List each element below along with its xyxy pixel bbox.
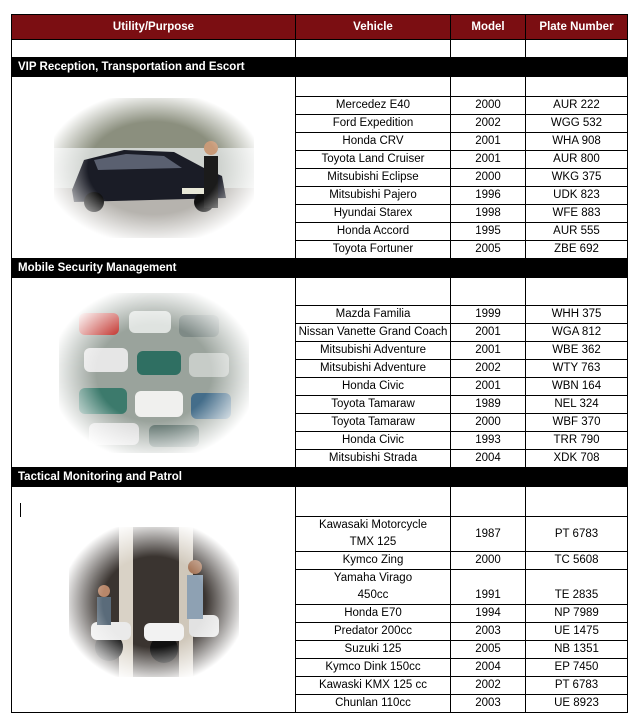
vehicle-cell: Kymco Zing [296, 552, 451, 570]
section-header-vip [12, 58, 628, 77]
vehicle-cell: Honda Civic [296, 432, 451, 450]
vehicle-cell: Honda Accord [296, 223, 451, 241]
model-cell: 2002 [451, 677, 526, 695]
section-title: Mobile Security Management [12, 259, 628, 278]
fleet-table [11, 14, 628, 713]
spacer-row [12, 77, 628, 97]
blank-cell [451, 487, 526, 517]
model-cell: 1989 [451, 396, 526, 414]
vehicle-cell: Mercedez E40 [296, 97, 451, 115]
vehicle-cell: Mitsubishi Adventure [296, 342, 451, 360]
model-cell: 2001 [451, 133, 526, 151]
spacer-row [12, 487, 628, 517]
sedan-photo [54, 98, 254, 238]
model-cell: 2000 [451, 414, 526, 432]
patrol-photo [12, 487, 296, 713]
blank-cell [526, 487, 628, 517]
vehicle-cell: Toyota Tamaraw [296, 396, 451, 414]
vehicle-cell: Yamaha Virago 450cc [296, 570, 451, 605]
blank-cell [526, 40, 628, 58]
plate-cell: TE 2835 [526, 570, 628, 605]
model-cell: 2004 [451, 450, 526, 468]
section-title: Tactical Monitoring and Patrol [12, 468, 628, 487]
model-cell: 2003 [451, 695, 526, 713]
vehicle-cell: Mitsubishi Eclipse [296, 169, 451, 187]
vehicle-cell: Mitsubishi Pajero [296, 187, 451, 205]
section-header-tactical [12, 468, 628, 487]
vehicle-cell: Honda E70 [296, 605, 451, 623]
plate-cell: WGG 532 [526, 115, 628, 133]
model-cell: 2001 [451, 378, 526, 396]
model-cell: 2001 [451, 324, 526, 342]
plate-cell: NP 7989 [526, 605, 628, 623]
vehicle-cell: Chunlan 110cc [296, 695, 451, 713]
vehicle-cell: Kawasaki Motorcycle TMX 125 [296, 517, 451, 552]
blank-cell [526, 77, 628, 97]
blank-cell [451, 77, 526, 97]
cars-photo [59, 293, 249, 453]
model-cell: 1991 [451, 570, 526, 605]
model-cell: 2001 [451, 151, 526, 169]
vehicle-cell: Toyota Tamaraw [296, 414, 451, 432]
plate-cell: EP 7450 [526, 659, 628, 677]
plate-cell: TRR 790 [526, 432, 628, 450]
model-cell: 2005 [451, 641, 526, 659]
blank-cell [296, 77, 451, 97]
plate-cell: PT 6783 [526, 517, 628, 552]
plate-cell: UE 8923 [526, 695, 628, 713]
blank-cell [296, 40, 451, 58]
header-vehicle: Vehicle [296, 15, 451, 40]
model-cell: 2000 [451, 169, 526, 187]
plate-cell: WGA 812 [526, 324, 628, 342]
plate-cell: ZBE 692 [526, 241, 628, 259]
plate-cell: WBN 164 [526, 378, 628, 396]
model-cell: 2000 [451, 97, 526, 115]
motorcycles-photo [69, 527, 239, 677]
vehicle-cell: Mitsubishi Strada [296, 450, 451, 468]
vehicle-cell: Toyota Land Cruiser [296, 151, 451, 169]
blank-cell [296, 278, 451, 306]
spacer-row [12, 40, 628, 58]
vip-car-photo [12, 77, 296, 259]
vehicle-cell: Nissan Vanette Grand Coach [296, 324, 451, 342]
vehicle-cell: Mitsubishi Adventure [296, 360, 451, 378]
plate-cell: UE 1475 [526, 623, 628, 641]
vehicle-cell: Honda Civic [296, 378, 451, 396]
vehicle-cell: Ford Expedition [296, 115, 451, 133]
model-cell: 2004 [451, 659, 526, 677]
plate-cell: XDK 708 [526, 450, 628, 468]
spacer-row [12, 278, 628, 306]
section-header-mobile-security [12, 259, 628, 278]
model-cell: 1998 [451, 205, 526, 223]
vehicle-cell: Suzuki 125 [296, 641, 451, 659]
plate-cell: AUR 800 [526, 151, 628, 169]
vehicle-cell: Predator 200cc [296, 623, 451, 641]
model-cell: 1994 [451, 605, 526, 623]
plate-cell: TC 5608 [526, 552, 628, 570]
header-row [12, 15, 628, 40]
header-model: Model [451, 15, 526, 40]
blank-cell [12, 40, 296, 58]
vehicle-cell: Mazda Familia [296, 306, 451, 324]
plate-cell: AUR 222 [526, 97, 628, 115]
parking-lot-photo [12, 278, 296, 468]
model-cell: 1996 [451, 187, 526, 205]
section-title: VIP Reception, Transportation and Escort [12, 58, 628, 77]
vehicle-cell: Kymco Dink 150cc [296, 659, 451, 677]
model-cell: 1993 [451, 432, 526, 450]
text-cursor [20, 503, 21, 517]
plate-cell: WHA 908 [526, 133, 628, 151]
plate-cell: AUR 555 [526, 223, 628, 241]
blank-cell [451, 40, 526, 58]
model-cell: 2001 [451, 342, 526, 360]
blank-cell [296, 487, 451, 517]
model-cell: 1999 [451, 306, 526, 324]
plate-cell: NEL 324 [526, 396, 628, 414]
plate-cell: PT 6783 [526, 677, 628, 695]
model-cell: 1995 [451, 223, 526, 241]
header-purpose: Utility/Purpose [12, 15, 296, 40]
vehicle-cell: Toyota Fortuner [296, 241, 451, 259]
plate-cell: WFE 883 [526, 205, 628, 223]
model-cell: 2005 [451, 241, 526, 259]
plate-cell: WBE 362 [526, 342, 628, 360]
model-cell: 2000 [451, 552, 526, 570]
vehicle-cell: Hyundai Starex [296, 205, 451, 223]
vehicle-cell: Kawaski KMX 125 cc [296, 677, 451, 695]
blank-cell [526, 278, 628, 306]
blank-cell [451, 278, 526, 306]
plate-cell: WTY 763 [526, 360, 628, 378]
plate-cell: UDK 823 [526, 187, 628, 205]
model-cell: 2002 [451, 115, 526, 133]
plate-cell: WBF 370 [526, 414, 628, 432]
model-cell: 1987 [451, 517, 526, 552]
vehicle-cell: Honda CRV [296, 133, 451, 151]
plate-cell: WHH 375 [526, 306, 628, 324]
plate-cell: NB 1351 [526, 641, 628, 659]
plate-cell: WKG 375 [526, 169, 628, 187]
header-plate: Plate Number [526, 15, 628, 40]
model-cell: 2002 [451, 360, 526, 378]
model-cell: 2003 [451, 623, 526, 641]
